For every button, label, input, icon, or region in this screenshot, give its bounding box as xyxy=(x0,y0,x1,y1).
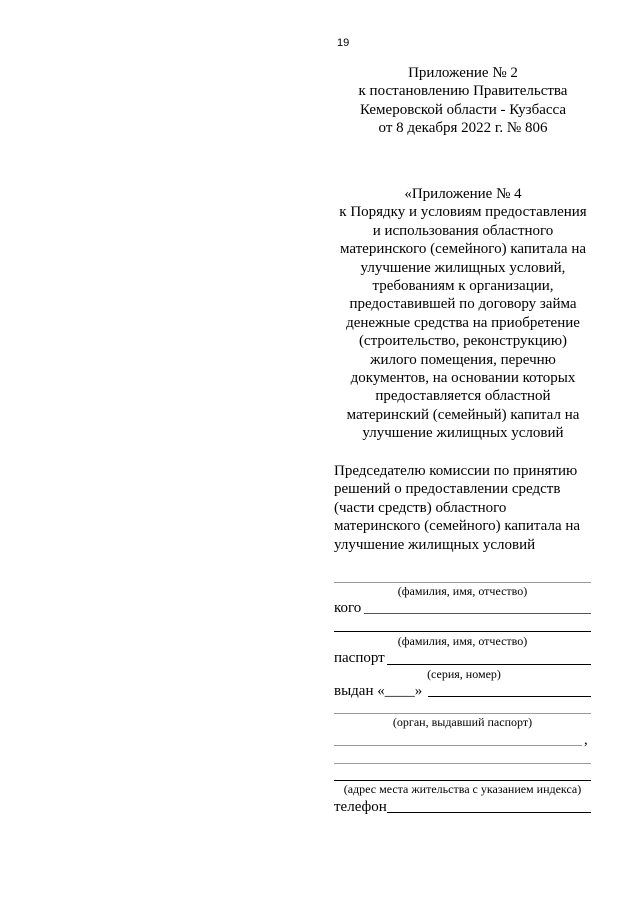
appendix-4-line: материнский (семейный) капитал на xyxy=(346,406,580,423)
appendix-2-line: Кемеровской области - Кузбасса xyxy=(359,101,567,118)
passport-label: паспорт xyxy=(334,650,385,666)
fio-input-line[interactable] xyxy=(334,582,591,583)
appendix-2-line: к постановлению Правительства xyxy=(358,83,568,100)
issued-label: выдан «____» xyxy=(334,683,423,699)
series-number-caption: (серия, номер) xyxy=(427,667,501,681)
appendix-4-line: и использования областного xyxy=(372,222,554,239)
issuer-input-line[interactable] xyxy=(334,713,591,714)
appendix-4-line: «Приложение № 4 xyxy=(404,186,522,202)
issuer-caption: (орган, выдавший паспорт) xyxy=(392,715,533,729)
appendix-4-line: требованиям к организации, xyxy=(372,278,554,295)
appendix-4-line: документов, на основании которых xyxy=(350,370,576,387)
addressee-line: (части средств) областного xyxy=(334,499,507,516)
addressee-block xyxy=(334,462,596,554)
address-input-line-1[interactable] xyxy=(334,745,582,746)
appendix-4-line: к Порядку и условиям предоставления xyxy=(339,204,587,221)
appendix-4-line: (строительство, реконструкцию) xyxy=(358,333,568,350)
phone-input-line[interactable] xyxy=(387,812,591,813)
appendix-4-line: материнского (семейного) капитала на xyxy=(339,241,587,258)
passport-input-line[interactable] xyxy=(387,664,591,665)
fio-caption: (фамилия, имя, отчество) xyxy=(397,584,528,598)
appendix-2-header xyxy=(334,64,592,138)
page-number: 19 xyxy=(337,37,350,49)
address-input-line-3[interactable] xyxy=(334,780,591,781)
appendix-4-line: улучшение жилищных условий, xyxy=(360,259,566,276)
address-caption: (адрес места жительства с указанием индекса) xyxy=(343,782,582,796)
addressee-line: улучшение жилищных условий xyxy=(334,536,536,553)
appendix-4-line: предоставившей по договору займа xyxy=(349,296,577,313)
appendix-4-header xyxy=(334,185,592,443)
address-comma: , xyxy=(584,732,588,748)
fio-caption-2: (фамилия, имя, отчество) xyxy=(397,634,528,648)
phone-label: телефон xyxy=(334,799,387,815)
addressee-line: решений о предоставлении средств xyxy=(334,481,561,498)
from-label: кого xyxy=(334,600,362,616)
appendix-2-line: от 8 декабря 2022 г. № 806 xyxy=(378,120,548,137)
appendix-4-line: жилого помещения, перечню xyxy=(370,351,556,368)
addressee-line: Председателю комиссии по принятию xyxy=(334,463,578,479)
from-input-line-2[interactable] xyxy=(334,631,591,632)
from-input-line[interactable] xyxy=(364,613,591,614)
appendix-4-line: предоставляется областной xyxy=(375,388,551,405)
appendix-2-line: Приложение № 2 xyxy=(408,65,518,81)
issued-date-input-line[interactable] xyxy=(428,696,591,697)
appendix-4-line: улучшение жилищных условий xyxy=(362,425,564,442)
address-input-line-2[interactable] xyxy=(334,763,591,764)
appendix-4-line: денежные средства на приобретение xyxy=(346,314,580,331)
addressee-line: материнского (семейного) капитала на xyxy=(334,518,581,535)
